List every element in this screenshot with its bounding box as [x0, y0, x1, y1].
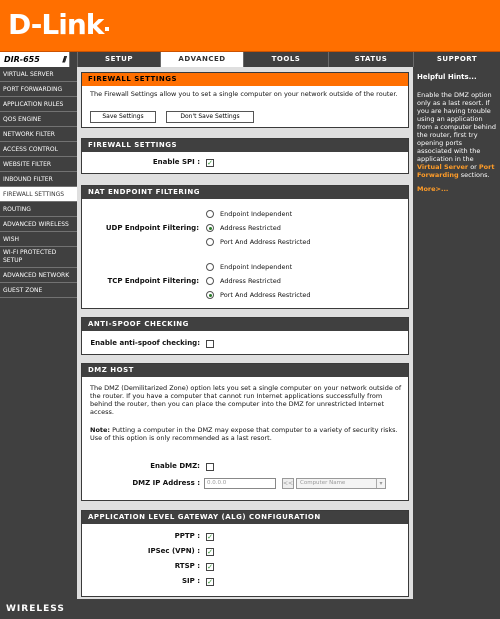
- computer-name-value: Computer Name: [300, 480, 346, 486]
- alg-section: [81, 510, 409, 597]
- antispoof-label: Enable anti-spoof checking:: [90, 339, 200, 347]
- dlink-logo: D-Link: [8, 8, 109, 41]
- dmz-ip-label: DMZ IP Address :: [132, 479, 200, 487]
- alg-rtsp-checkbox[interactable]: ✓: [207, 563, 213, 571]
- sidebar-item-network-filter[interactable]: NETWORK FILTER: [0, 127, 77, 142]
- dmz-note: [90, 426, 404, 442]
- hints-text: Enable the DMZ option only as a last resort. If you are having trouble using an application from a computer behind the router, first try opening ports associated with the application in the Virtual Server or Port Forwarding sections.: [417, 91, 496, 179]
- udp-filtering-label: UDP Endpoint Filtering:: [105, 224, 199, 232]
- tcp-filtering-label: TCP Endpoint Filtering:: [107, 277, 199, 285]
- dmz-desc: The DMZ (Demilitarized Zone) option lets you set a single computer on your network outside of the router. If you have a computer that cannot run Internet applications successfully from behind the router, then you can place the computer into the DMZ for unrestricted Internet access.: [90, 384, 402, 416]
- sidebar-item-application-rules[interactable]: APPLICATION RULES: [0, 97, 77, 112]
- udp-option-label: Address Restricted: [220, 224, 281, 232]
- sidebar-item-access-control[interactable]: ACCESS CONTROL: [0, 142, 77, 157]
- sidebar-item-inbound-filter[interactable]: INBOUND FILTER: [0, 172, 77, 187]
- tab-tools[interactable]: TOOLS: [243, 52, 328, 67]
- firewall-intro-section: [81, 72, 409, 128]
- tcp-option-label: Port And Address Restricted: [220, 291, 311, 299]
- tcp-option-label: Address Restricted: [220, 277, 281, 285]
- sidebar-item-website-filter[interactable]: WEBSITE FILTER: [0, 157, 77, 172]
- footer-bar: [0, 599, 500, 619]
- sidebar-item-routing[interactable]: ROUTING: [0, 202, 77, 217]
- antispoof-section: [81, 317, 409, 355]
- tab-advanced[interactable]: ADVANCED: [160, 52, 243, 67]
- more-hints-link[interactable]: More>...: [417, 185, 449, 193]
- dmz-ip-input[interactable]: 0.0.0.0: [204, 478, 276, 489]
- sidebar-item-virtual-server[interactable]: VIRTUAL SERVER: [0, 67, 77, 82]
- firewall-intro-title: FIREWALL SETTINGS: [82, 73, 408, 86]
- dmz-title: DMZ HOST: [82, 364, 408, 377]
- copy-computer-name-button[interactable]: <<: [283, 480, 294, 487]
- hints-title: Helpful Hints...: [417, 73, 477, 81]
- dmz-section: [81, 363, 409, 501]
- udp-option-label: Endpoint Independent: [220, 210, 293, 218]
- header-banner: [0, 0, 500, 52]
- tab-setup[interactable]: SETUP: [77, 52, 160, 67]
- tcp-option-label: Endpoint Independent: [220, 263, 293, 271]
- udp-option-label: Port And Address Restricted: [220, 238, 311, 246]
- enable-dmz-label: Enable DMZ:: [150, 462, 200, 470]
- tab-support[interactable]: SUPPORT: [413, 52, 500, 67]
- model-label: DIR-655 ///: [0, 52, 70, 67]
- tcp-port-address-restricted-radio[interactable]: [206, 291, 214, 299]
- sidebar-item-guest-zone[interactable]: GUEST ZONE: [0, 283, 77, 298]
- alg-ipsec-label: IPSec (VPN) :: [147, 547, 200, 555]
- firewall-intro-desc: The Firewall Settings allow you to set a single computer on your network outside of the router.: [90, 90, 398, 98]
- dont-save-settings-button[interactable]: Don't Save Settings: [166, 111, 254, 123]
- save-settings-button[interactable]: Save Settings: [90, 111, 156, 123]
- antispoof-title: ANTI-SPOOF CHECKING: [82, 318, 408, 331]
- dmz-note-label: Note:: [90, 426, 111, 434]
- sidebar-item-qos-engine[interactable]: QOS ENGINE: [0, 112, 77, 127]
- tcp-address-restricted-radio[interactable]: [206, 277, 214, 285]
- spi-label: Enable SPI :: [152, 158, 200, 166]
- nat-filtering-title: NAT ENDPOINT FILTERING: [82, 186, 408, 199]
- enable-dmz-checkbox[interactable]: [206, 463, 214, 471]
- computer-name-select[interactable]: [296, 478, 386, 489]
- sidebar-item-wish[interactable]: WISH: [0, 232, 77, 247]
- chevron-down-icon: ▾: [376, 479, 385, 488]
- alg-title: APPLICATION LEVEL GATEWAY (ALG) CONFIGURATION: [82, 511, 408, 524]
- udp-endpoint-independent-radio[interactable]: [206, 210, 214, 218]
- alg-rtsp-label: RTSP :: [174, 562, 200, 570]
- port-forwarding-link[interactable]: Port Forwarding: [417, 163, 495, 179]
- footer-wireless-label: WIRELESS: [6, 604, 65, 614]
- firewall-spi-title: FIREWALL SETTINGS: [82, 139, 408, 152]
- spi-checkbox[interactable]: ✓: [207, 159, 213, 167]
- firewall-spi-section: [81, 138, 409, 174]
- alg-pptp-checkbox[interactable]: ✓: [207, 533, 213, 541]
- nat-filtering-section: [81, 185, 409, 309]
- sidebar-item-advanced-network[interactable]: ADVANCED NETWORK: [0, 268, 77, 283]
- sidebar-item-port-forwarding[interactable]: PORT FORWARDING: [0, 82, 77, 97]
- alg-sip-label: SIP :: [181, 577, 200, 585]
- sidebar-item-firewall-settings[interactable]: FIREWALL SETTINGS: [0, 187, 77, 202]
- main-content: [77, 67, 413, 599]
- udp-address-restricted-radio[interactable]: [206, 224, 214, 232]
- sidebar-item-wifi-protected-setup[interactable]: WI-FI PROTECTED SETUP: [0, 247, 77, 268]
- alg-sip-checkbox[interactable]: ✓: [207, 578, 213, 586]
- sidebar-nav: [0, 67, 77, 599]
- hints-panel: [413, 67, 500, 599]
- antispoof-checkbox[interactable]: [206, 340, 214, 348]
- sidebar-item-advanced-wireless[interactable]: ADVANCED WIRELESS: [0, 217, 77, 232]
- tcp-endpoint-independent-radio[interactable]: [206, 263, 214, 271]
- alg-pptp-label: PPTP :: [174, 532, 200, 540]
- dmz-note-text: Putting a computer in the DMZ may expose that computer to a variety of security risks. Use of this option is only recommended as a last resort.: [90, 426, 398, 442]
- tab-status[interactable]: STATUS: [328, 52, 413, 67]
- alg-ipsec-checkbox[interactable]: ✓: [207, 548, 213, 556]
- virtual-server-link[interactable]: Virtual Server: [417, 163, 469, 171]
- udp-port-address-restricted-radio[interactable]: [206, 238, 214, 246]
- top-nav-bar: [0, 52, 500, 67]
